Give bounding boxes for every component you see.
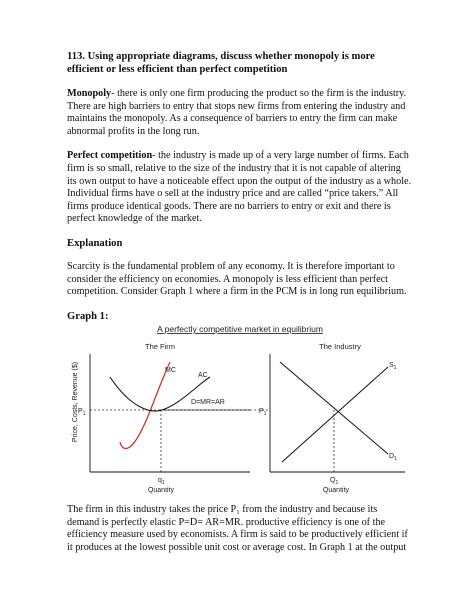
perfect-competition-paragraph (67, 150, 412, 226)
equilibrium-figure (70, 322, 410, 497)
y-axis-label: Price, Costs, Revenue ($) (72, 361, 79, 443)
demand-curve-industry (280, 362, 388, 454)
p1-label-firm: $P_1$ (78, 408, 86, 417)
supply-curve (282, 367, 388, 462)
document-page (67, 50, 412, 326)
industry-title: The Industry (319, 342, 361, 351)
firm-title: The Firm (145, 342, 175, 351)
bottom-section (67, 504, 412, 566)
q1-label: $q_1$ (158, 477, 165, 486)
figure-title: A perfectly competitive market in equilibrium (157, 324, 323, 334)
x-label-firm: Quantity (147, 487, 175, 494)
demand-label-firm: D=MR=AR (191, 399, 225, 406)
mc-curve (120, 362, 170, 449)
ac-label: AC (198, 372, 208, 379)
bottom-paragraph: The firm in this industry takes the price P₁ from the industry and because its demand is perfectly elastic P=D= AR=MR. productive efficiency is one of the efficiency measure used by economists. A firm is said to be productively efficient if it produces at the lowest possible unit cost or average cost. In Graph 1 at the output (67, 504, 408, 553)
Q1-label: $Q_1$ (330, 477, 339, 486)
perfect-competition-term: Perfect competition (67, 150, 153, 162)
figure-svg (70, 322, 410, 497)
explanation-paragraph: Scarcity is the fundamental problem of any economy. It is therefore important to consider the efficiency on economies. A monopoly is less efficient than perfect competition. Consider Graph 1 where a firm in the PCM is in long run equilibrium. (67, 260, 407, 298)
x-label-industry: Quantity (322, 487, 350, 494)
p1-label-industry: $P_1$ (259, 408, 267, 417)
monopoly-term: Monopoly (67, 88, 112, 99)
mc-label: MC (165, 367, 176, 374)
s1-label: $S_1$ (389, 362, 397, 371)
monopoly-paragraph (67, 88, 412, 138)
graph-label: Graph 1: (67, 310, 109, 322)
question-heading: 113. Using appropriate diagrams, discuss whether monopoly is more efficient or less efficient than perfect competition (67, 51, 375, 75)
explanation-heading: Explanation (67, 237, 123, 249)
perfect-competition-text: - the industry is made up of a very large number of firms. Each firm is so small, relative to the size of the industry that it is not capable of altering its own output to have a noticeable effect upon the output of the industry as a whole. Individual firms have o sell at the industry price and are called “price takers.” All firms produce identical goods. There are no barriers to entry or exit and there is perfect knowledge of the market. (67, 150, 412, 225)
d1-label: $D_1$ (389, 453, 397, 462)
monopoly-text: - there is only one firm producing the product so the firm is the industry. There are high barriers to entry that stops new firms from entering the industry and maintains the monopoly. As a consequence of barriers to entry the firm can make abnormal profits in the long run. (67, 88, 407, 137)
